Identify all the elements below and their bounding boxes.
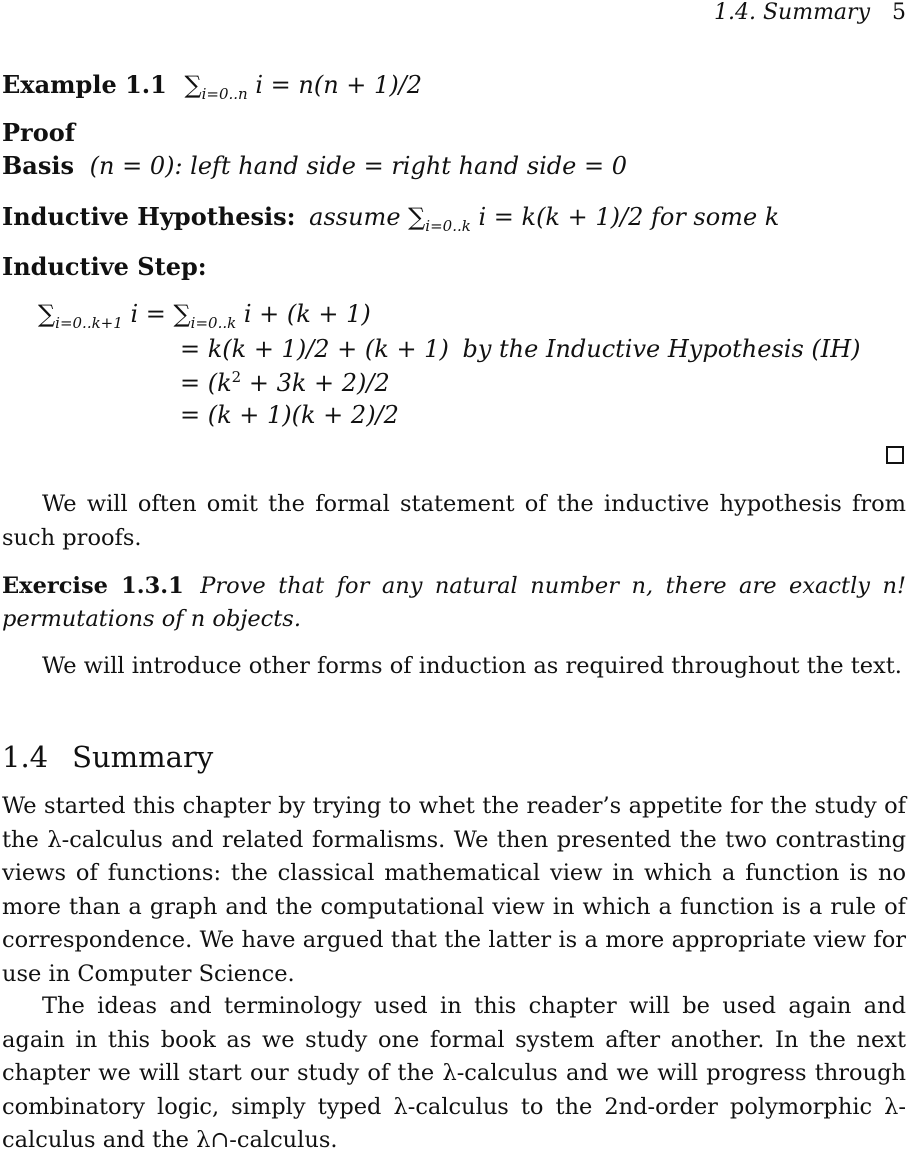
step-line-2 [180, 335, 861, 363]
summary-paragraph-2: The ideas and terminology used in this chapter will be used again and again in this book as we study one formal system after another. In the next chapter we will start our study of the λ-calculus and we will progress through combinatory logic, simply typed λ-calculus to the 2nd-order polymorphic λ-calculus and the λ∩-calculus. [2, 993, 906, 1153]
example-label: Example 1.1 [2, 70, 167, 99]
section-title: Summary [72, 740, 214, 774]
ih-label: Inductive Hypothesis: [2, 202, 296, 231]
ih-suffix: for some k [650, 203, 780, 231]
running-header [714, 0, 906, 25]
section-number: 1.4 [2, 740, 49, 774]
summary-paragraph-1: We started this chapter by trying to whet the reader’s appetite for the study of the λ-calculus and related formalisms. We then presented the two contrasting views of functions: the classical mathematical view in which a function is no more than a graph and the computational view in which a function is a rule of correspondence. We have argued that the latter is a more appropriate view for use in Computer Science. [2, 793, 906, 987]
exercise-block [2, 570, 906, 636]
step-line3-post: + 3k + 2)/2 [241, 369, 390, 397]
exercise-text: Prove that for any natural number n, there are exactly n! permutations of n objects. [2, 573, 906, 632]
equals-sign: = [145, 300, 166, 328]
example-rhs: i = n(n + 1)/2 [255, 71, 423, 99]
sum-symbol: ∑ [408, 203, 426, 231]
step-line2-formula: = k(k + 1)/2 + (k + 1) [180, 335, 449, 363]
step-line1-rest: i + (k + 1) [243, 300, 371, 328]
basis-label: Basis [2, 151, 74, 180]
header-section-label: 1.4. Summary [714, 0, 870, 25]
section-heading [2, 740, 213, 774]
example-sum-subscript: i=0..n [201, 85, 248, 103]
proof-label: Proof [2, 118, 76, 147]
ih-prefix: assume [309, 203, 401, 231]
step-lhs-var: i [130, 300, 139, 328]
qed-square-icon [886, 446, 904, 464]
paragraph-omit-hypothesis: We will often omit the formal statement of the inductive hypothesis from such proofs. [2, 491, 906, 551]
step-line4-formula: = (k + 1)(k + 2)/2 [180, 401, 399, 429]
step-line1-subscript: i=0..k [190, 314, 237, 332]
step-line-3 [180, 368, 390, 397]
ih-sum-subscript: i=0..k [425, 217, 471, 235]
sum-symbol: ∑ [38, 300, 56, 328]
proof-basis [2, 151, 627, 180]
proof-inductive-hypothesis [2, 202, 779, 235]
step-line2-note: by the Inductive Hypothesis (IH) [462, 335, 861, 363]
ih-formula: i = k(k + 1)/2 [478, 203, 644, 231]
step-line-4 [180, 401, 399, 429]
sum-symbol: ∑ [184, 71, 202, 99]
example-statement [2, 70, 422, 103]
sum-symbol: ∑ [173, 300, 191, 328]
inductive-step-label: Inductive Step: [2, 252, 207, 281]
step-line3-exponent: 2 [231, 368, 242, 386]
page-number: 5 [892, 0, 906, 25]
example-formula [184, 71, 423, 103]
basis-text: (n = 0): left hand side = right hand side = 0 [89, 152, 627, 180]
step-line3-pre: = (k [180, 369, 232, 397]
step-line-1 [38, 300, 371, 332]
paragraph-induction-forms: We will introduce other forms of induction as required throughout the text. [42, 653, 902, 679]
exercise-label: Exercise 1.3.1 [2, 573, 184, 599]
step-lhs-subscript: i=0..k+1 [55, 314, 123, 332]
